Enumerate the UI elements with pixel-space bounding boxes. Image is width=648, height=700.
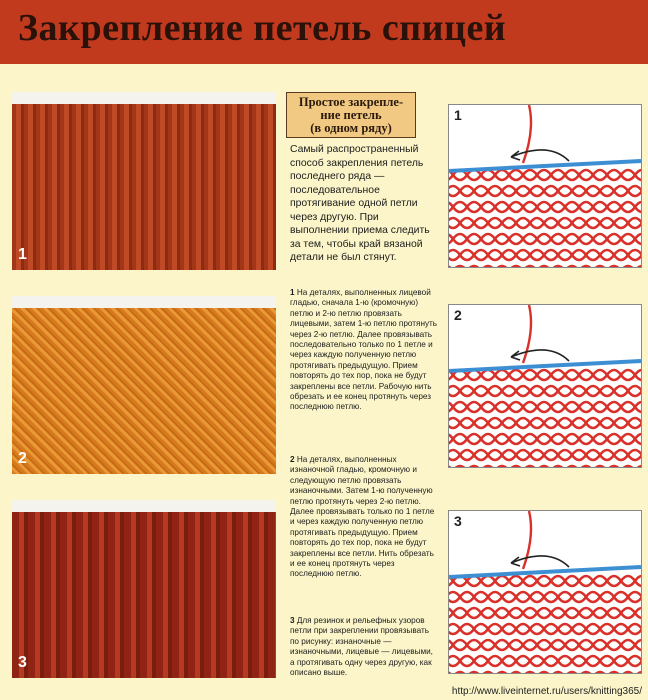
stitch-diagram-illustration: [449, 511, 641, 673]
section-title-line: Простое закрепле-: [298, 95, 404, 109]
diagram-step-1: [448, 104, 642, 268]
step-number: 3: [290, 616, 295, 625]
step-text: На деталях, выполненных изнаночной гладью, кромочную и следующую петлю провязать изнаночными. Затем 1-ю полученную петлю протянуть через 2-ю петлю. Далее провязывать только по 1 петле и через каждую полученную петлю протягивать предыдущую. Прием повторять до тех пор, пока не будут закреплены все петли. Нить обрезать и ее конец протянуть через последнюю петлю.: [290, 455, 435, 579]
diagram-step-2: [448, 304, 642, 468]
diagram-step-3: [448, 510, 642, 674]
step-number: 1: [290, 288, 295, 297]
photo-knit-sample-3: [12, 500, 276, 678]
photo-knit-sample-1: [12, 92, 276, 270]
section-title-box: [286, 92, 416, 138]
page-header: [0, 0, 648, 64]
step-2-paragraph: [290, 455, 438, 580]
stitch-diagram-illustration: [449, 105, 641, 267]
step-text: Для резинок и рельефных узоров петли при закреплении провязывать по рисунку: изнаночные — изнаночными, лицевые — лицевыми, а протягивать одну через другую, как описано выше.: [290, 616, 433, 678]
diagram-number: 3: [454, 513, 462, 529]
section-title-line: ние петель: [320, 108, 382, 122]
photo-number: 1: [18, 246, 27, 263]
footer-url: http://www.liveinternet.ru/users/knitting365/: [451, 686, 642, 697]
page-title: Закрепление петель спицей: [18, 7, 507, 49]
step-number: 2: [290, 455, 295, 464]
intro-paragraph: Самый распространенный способ закрепления петель последнего ряда — последовательное протягивание одной петли через другую. При выполнении приема следить за тем, чтобы край вязаной детали не был стянут.: [290, 144, 430, 263]
step-3-paragraph: [290, 616, 438, 678]
photo-number: 3: [18, 654, 27, 671]
photo-knit-sample-2: [12, 296, 276, 474]
diagram-number: 1: [454, 107, 462, 123]
step-1-paragraph: [290, 288, 438, 413]
photo-number: 2: [18, 450, 27, 467]
stitch-diagram-illustration: [449, 305, 641, 467]
section-title-line: (в одном ряду): [310, 121, 392, 135]
diagram-number: 2: [454, 307, 462, 323]
step-text: На деталях, выполненных лицевой гладью, сначала 1-ю (кромочную) петлю и 2-ю петлю провязать лицевыми, затем 1-ю петлю протянуть через 2-ю петлю. Далее провязывать последовательно только по 1 петле и через каждую полученную петлю протягивать предыдущую. Прием повторять до тех пор, пока не будут закреплены все петли. Рабочую нить обрезать и ее конец протянуть через последнюю петлю.: [290, 288, 438, 412]
